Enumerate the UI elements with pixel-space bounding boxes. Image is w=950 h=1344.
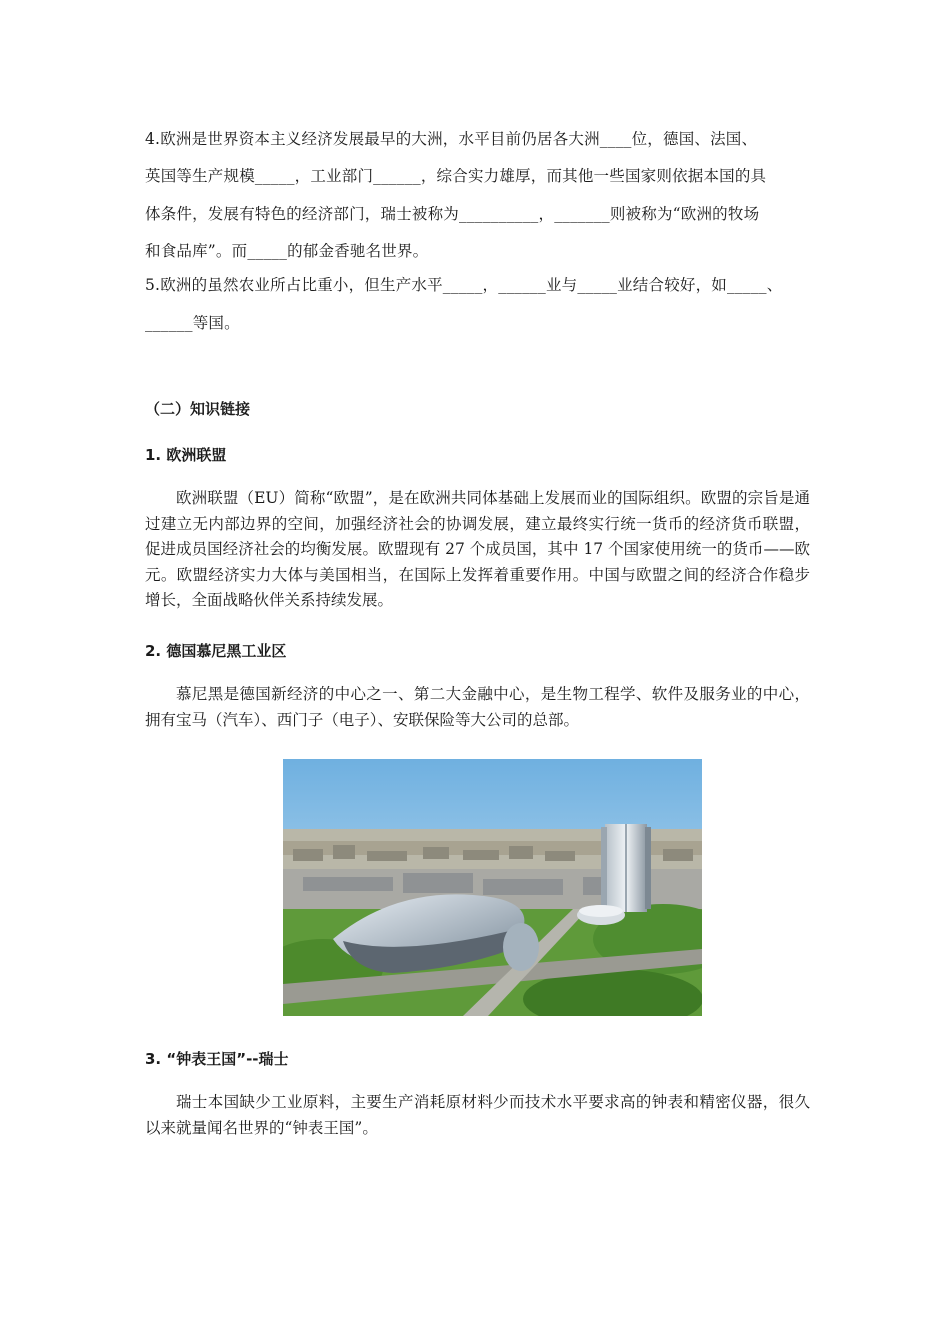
q4-line-1: 4.欧洲是世界资本主义经济发展最早的大洲，水平目前仍居各大洲____位，德国、法国、 <box>145 130 758 148</box>
section-title: （二）知识链接 <box>145 400 251 418</box>
item3-paragraph <box>145 1090 810 1141</box>
item3-body: 瑞士本国缺少工业原料，主要生产消耗原材料少而技术水平要求高的钟表和精密仪器，很久以来就量闻名世界的“钟表王国”。 <box>145 1093 810 1137</box>
item2-heading: 2. 德国慕尼黑工业区 <box>145 642 287 660</box>
q4-line-3: 体条件，发展有特色的经济部门，瑞士被称为__________，_______则被称为“欧洲的牧场 <box>145 205 760 223</box>
q4-line-4: 和食品库”。而_____的郁金香驰名世界。 <box>145 242 429 260</box>
q4-line-2: 英国等生产规模_____，工业部门______，综合实力雄厚，而其他一些国家则依据本国的具 <box>145 167 767 185</box>
q5-line-2: ______等国。 <box>145 314 240 332</box>
item2-body: 慕尼黑是德国新经济的中心之一、第二大金融中心，是生物工程学、软件及服务业的中心，拥有宝马（汽车）、西门子（电子）、安联保险等大公司的总部。 <box>145 685 810 729</box>
munich-bmw-photo <box>283 759 702 1016</box>
q5-line-1: 5.欧洲的虽然农业所占比重小，但生产水平_____，______业与_____业结合较好，如_____、 <box>145 276 783 294</box>
item1-paragraph <box>145 486 810 614</box>
item1-heading: 1. 欧洲联盟 <box>145 446 227 464</box>
item2-paragraph <box>145 682 810 733</box>
item3-heading: 3. “钟表王国”--瑞士 <box>145 1050 289 1068</box>
item1-body: 欧洲联盟（EU）简称“欧盟”，是在欧洲共同体基础上发展而业的国际组织。欧盟的宗旨是通过建立无内部边界的空间，加强经济社会的协调发展，建立最终实行统一货币的经济货币联盟，促进成员国经济社会的均衡发展。欧盟现有 27 个成员国，其中 17 个国家使用统一的货币——欧元。欧盟经济实力大体与美国相当，在国际上发挥着重要作用。中国与欧盟之间的经济合作稳步增长，全面战略伙伴关系持续发展。 <box>145 489 810 610</box>
